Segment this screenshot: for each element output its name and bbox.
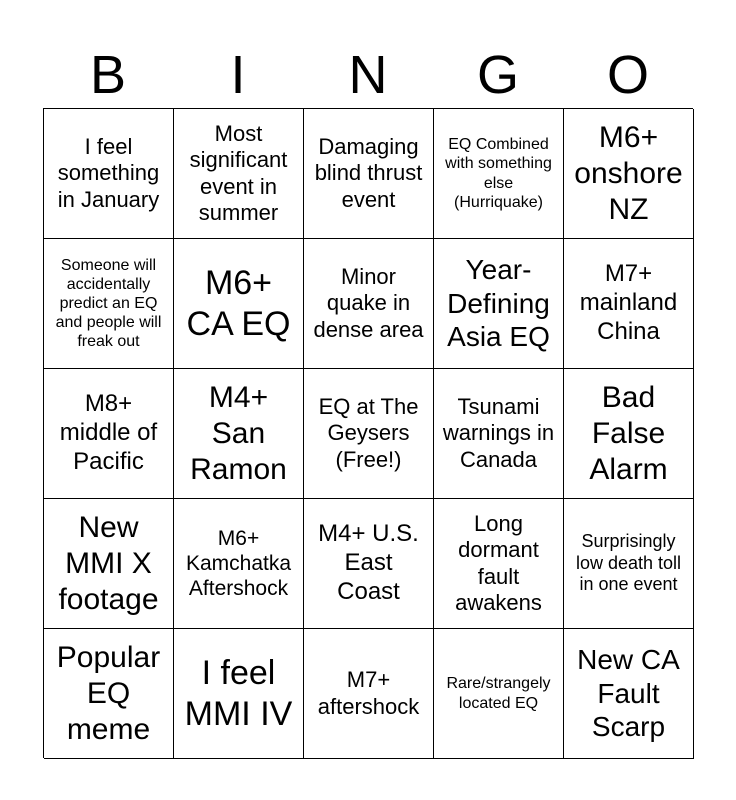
bingo-cell[interactable]: New MMI X footage [44, 499, 174, 629]
bingo-cell[interactable]: M7+ aftershock [304, 629, 434, 759]
header-letter-g: G [476, 45, 519, 105]
bingo-grid [43, 108, 693, 758]
bingo-cell[interactable]: I feel something in January [44, 109, 174, 239]
header-letter-b: B [89, 45, 127, 105]
header-letter-n: N [348, 45, 388, 105]
bingo-cell[interactable]: EQ at The Geysers (Free!) [304, 369, 434, 499]
bingo-cell[interactable]: EQ Combined with something else (Hurriquake) [434, 109, 564, 239]
bingo-cell[interactable]: M6+ onshore NZ [564, 109, 694, 239]
header-letter-i: I [230, 45, 246, 105]
bingo-cell[interactable]: Year-Defining Asia EQ [434, 239, 564, 369]
bingo-cell[interactable]: Minor quake in dense area [304, 239, 434, 369]
bingo-cell[interactable]: Someone will accidentally predict an EQ and people will freak out [44, 239, 174, 369]
bingo-cell[interactable]: New CA Fault Scarp [564, 629, 694, 759]
bingo-cell[interactable]: Rare/strangely located EQ [434, 629, 564, 759]
bingo-cell[interactable]: Bad False Alarm [564, 369, 694, 499]
bingo-cell[interactable]: Tsunami warnings in Canada [434, 369, 564, 499]
header-letter-o: O [606, 45, 649, 105]
bingo-cell[interactable]: M4+ San Ramon [174, 369, 304, 499]
bingo-cell[interactable]: Surprisingly low death toll in one event [564, 499, 694, 629]
bingo-cell[interactable]: Most significant event in summer [174, 109, 304, 239]
bingo-cell[interactable]: Popular EQ meme [44, 629, 174, 759]
bingo-cell[interactable]: Long dormant fault awakens [434, 499, 564, 629]
bingo-cell[interactable]: Damaging blind thrust event [304, 109, 434, 239]
bingo-cell[interactable]: M4+ U.S. East Coast [304, 499, 434, 629]
bingo-cell[interactable]: M8+ middle of Pacific [44, 369, 174, 499]
bingo-cell[interactable]: M7+ mainland China [564, 239, 694, 369]
bingo-cell[interactable]: M6+ Kamchatka Aftershock [174, 499, 304, 629]
bingo-cell[interactable]: I feel MMI IV [174, 629, 304, 759]
bingo-header [43, 40, 693, 110]
bingo-cell[interactable]: M6+ CA EQ [174, 239, 304, 369]
